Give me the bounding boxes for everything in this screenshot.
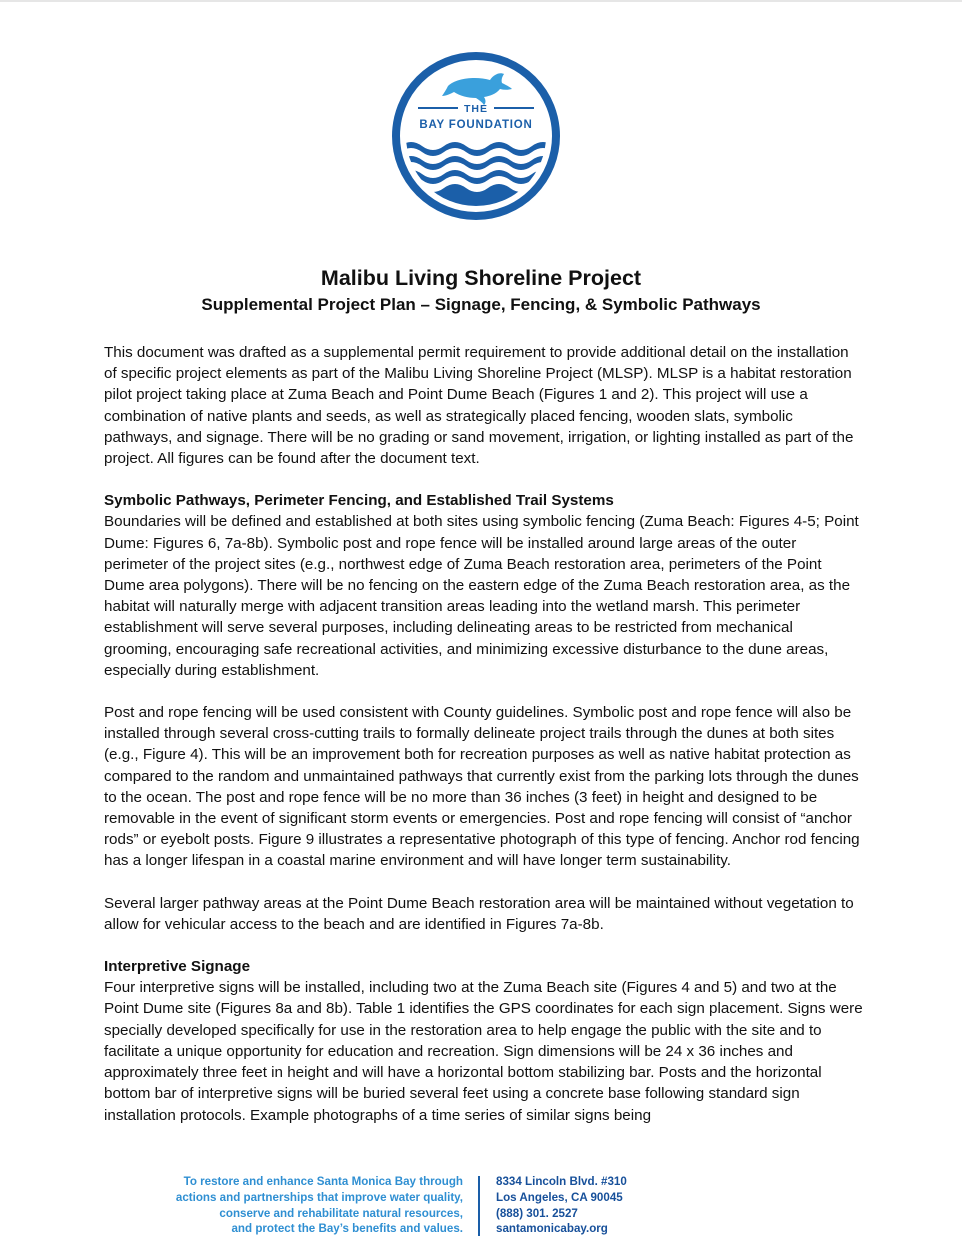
section-paragraph: Post and rope fencing will be used consistent with County guidelines. Symbolic post and rope fence will also be installed through several cross-cutting trails to formally delineate project trails through the dunes at both sites (e.g., Figure 4). This will be an improvement both for recreation purposes as well as native habitat protection as compared to the random and unmaintained pathways that currently exist from the parking lots through the dunes to the ocean. The post and rope fence will be no more than 36 inches (3 feet) in height and designed to be removable in the event of significant storm events or emergencies. Post and rope fencing will consist of “anchor rods” or eyebolt posts. Figure 9 illustrates a representative photograph of this type of fencing. Anchor rod fencing has a longer lifespan in a coastal marine environment and will have longer term sustainability. xyxy=(104,704,860,870)
section-heading: Interpretive Signage xyxy=(104,958,251,976)
section-paragraph: Boundaries will be defined and established at both sites using symbolic fencing (Zuma Beach: Figures 4-5; Point Dume: Figures 6, 7a-8b). Symbolic post and rope fence will be installed around large areas of the outer perimeter of the project sites (e.g., northwest edge of Zuma Beach restoration area, perimeters of the Point Dume area polygons). There will be no fencing on the eastern edge of the Zuma Beach restoration area, as the habitat will naturally merge with adjacent transition areas leading into the wetland marsh. This perimeter establishment will serve several purposes, including delineating areas to be restricted from mechanical grooming, encouraging safe recreational activities, and minimizing excessive disturbance to the dune areas, especially during establishment. xyxy=(104,513,859,679)
bay-foundation-logo xyxy=(390,50,562,222)
document-subtitle: Supplemental Project Plan – Signage, Fencing, & Symbolic Pathways xyxy=(201,295,761,314)
document-header xyxy=(0,265,962,316)
logo-the-text: THE xyxy=(464,103,488,115)
section-heading: Symbolic Pathways, Perimeter Fencing, and Established Trail Systems xyxy=(104,492,614,510)
document-body xyxy=(104,342,864,1147)
page-footer xyxy=(0,1174,962,1240)
logo-graphic xyxy=(390,50,562,222)
contact-address: 8334 Lincoln Blvd. #310 xyxy=(496,1175,627,1188)
mission-line: To restore and enhance Santa Monica Bay through xyxy=(183,1175,463,1188)
mission-line: and protect the Bay’s benefits and values. xyxy=(231,1222,463,1236)
section-paragraph: Four interpretive signs will be installed, including two at the Zuma Beach site (Figures 4 and 5) and two at the Point Dume site (Figures 8a and 8b). Table 1 identifies the GPS coordinates for each sign placement. Signs were specially developed specifically for use in the restoration area to help engage the public with the site and to facilitate a unique opportunity for education and recreation. Sign dimensions will be 24 x 36 inches and approximately three feet in height and will have a horizontal bottom stabilizing bar. Posts and the horizontal bottom bar of interpretive signs will be buried several feet using a concrete base following standard sign installation protocols. Example photographs of a time series of similar signs being xyxy=(104,979,863,1124)
page-top-border xyxy=(0,0,962,2)
mission-line: actions and partnerships that improve water quality, xyxy=(175,1190,463,1204)
mission-line: conserve and rehabilitate natural resources, xyxy=(219,1206,463,1220)
contact-city: Los Angeles, CA 90045 xyxy=(496,1190,623,1204)
section-paragraph: Several larger pathway areas at the Point Dume Beach restoration area will be maintained without vegetation to allow for vehicular access to the beach and are identified in Figures 7a-8b. xyxy=(104,894,854,933)
footer-mission xyxy=(176,1174,463,1237)
logo-name-text: BAY FOUNDATION xyxy=(419,119,533,131)
footer-contact xyxy=(496,1174,627,1237)
contact-phone: (888) 301. 2527 xyxy=(496,1206,578,1220)
intro-paragraph: This document was drafted as a supplemental permit requirement to provide additional detail on the installation of specific project elements as part of the Malibu Living Shoreline Project (MLSP). MLSP is a habitat restoration pilot project taking place at Zuma Beach and Point Dume Beach (Figures 1 and 2). This project will use a combination of native plants and seeds, as well as strategically placed fencing, wooden slats, symbolic pathways, and signage. There will be no grading or sand movement, irrigation, or lighting installed as part of the project. All figures can be found after the document text. xyxy=(104,344,854,468)
contact-website: santamonicabay.org xyxy=(496,1222,608,1236)
footer-divider xyxy=(478,1176,480,1236)
document-title: Malibu Living Shoreline Project xyxy=(320,266,642,290)
